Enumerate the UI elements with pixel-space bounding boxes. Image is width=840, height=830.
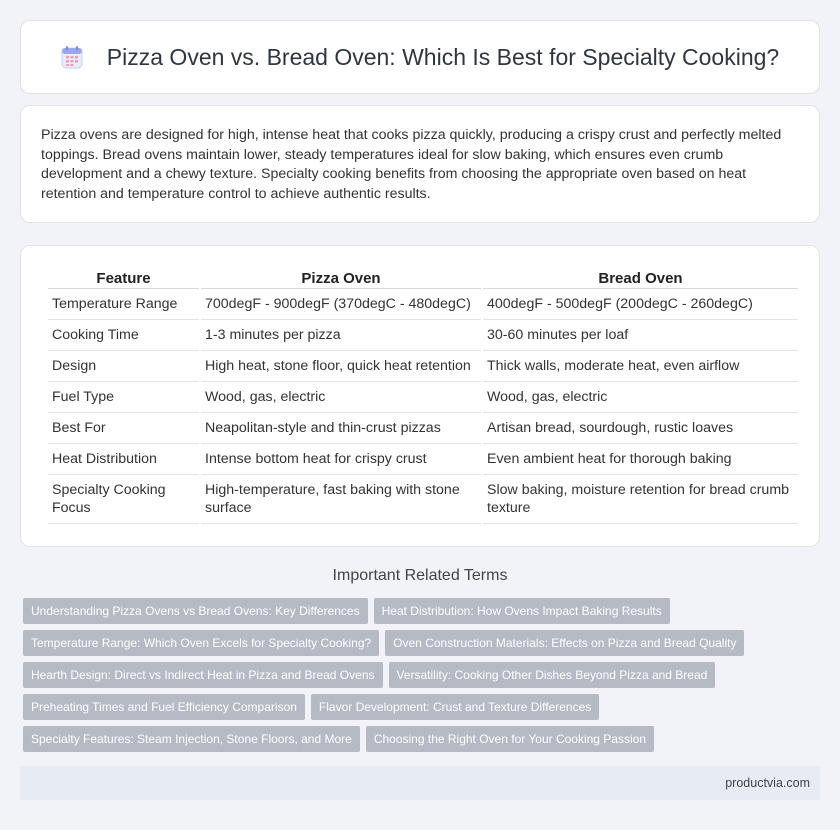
table-cell: High-temperature, fast baking with stone surface [201,475,481,524]
table-cell: Artisan bread, sourdough, rustic loaves [483,413,798,444]
intro-card [20,105,820,223]
calendar-icon [61,45,83,69]
comparison-table [46,266,800,524]
related-term-link[interactable]: Oven Construction Materials: Effects on Pizza and Bread Quality [385,630,744,656]
table-cell: Wood, gas, electric [483,382,798,413]
table-cell: Even ambient heat for thorough baking [483,444,798,475]
table-row [48,475,798,524]
table-row [48,413,798,444]
related-term-link[interactable]: Understanding Pizza Ovens vs Bread Ovens: Key Differences [23,598,368,624]
header-feature: Feature [48,266,199,289]
title-wrap [61,44,779,71]
table-cell: Temperature Range [48,289,199,320]
table-cell: High heat, stone floor, quick heat retention [201,351,481,382]
related-term-link[interactable]: Temperature Range: Which Oven Excels for Specialty Cooking? [23,630,379,656]
intro-text: Pizza ovens are designed for high, intense heat that cooks pizza quickly, producing a crispy crust and perfectly melted toppings. Bread ovens maintain lower, steady temperatures ideal for slow baking, which ensures even crumb development and a chewy texture. Specialty cooking benefits from choosing the appropriate oven based on heat retention and temperature control to achieve authentic results. [41,127,782,202]
table-cell: 400degF - 500degF (200degC - 260degC) [483,289,798,320]
tag-row [23,726,813,752]
tag-row [23,662,813,688]
related-terms-title: Important Related Terms [332,567,508,584]
related-term-link[interactable]: Versatility: Cooking Other Dishes Beyond Pizza and Bread [389,662,716,688]
table-cell: Cooking Time [48,320,199,351]
tag-row [23,694,813,720]
footer [20,766,820,800]
related-term-link[interactable]: Choosing the Right Oven for Your Cooking Passion [366,726,654,752]
related-term-link[interactable]: Hearth Design: Direct vs Indirect Heat in Pizza and Bread Ovens [23,662,383,688]
related-term-link[interactable]: Heat Distribution: How Ovens Impact Baking Results [374,598,670,624]
related-term-link[interactable]: Flavor Development: Crust and Texture Differences [311,694,599,720]
title-card [20,20,820,94]
table-cell: Wood, gas, electric [201,382,481,413]
table-cell: Specialty Cooking Focus [48,475,199,524]
table-cell: Design [48,351,199,382]
table-header-row [48,266,798,289]
table-row [48,320,798,351]
comparison-table-card [20,245,820,547]
page-title: Pizza Oven vs. Bread Oven: Which Is Best for Specialty Cooking? [106,43,780,70]
table-row [48,351,798,382]
header-bread-oven: Bread Oven [483,266,798,289]
related-term-link[interactable]: Preheating Times and Fuel Efficiency Comparison [23,694,305,720]
table-row [48,382,798,413]
table-row [48,289,798,320]
footer-brand: productvia.com [725,776,810,790]
table-cell: 700degF - 900degF (370degC - 480degC) [201,289,481,320]
table-row [48,444,798,475]
table-cell: 1-3 minutes per pizza [201,320,481,351]
table-cell: 30-60 minutes per loaf [483,320,798,351]
table-cell: Fuel Type [48,382,199,413]
table-cell: Neapolitan-style and thin-crust pizzas [201,413,481,444]
table-cell: Intense bottom heat for crispy crust [201,444,481,475]
related-term-link[interactable]: Specialty Features: Steam Injection, Stone Floors, and More [23,726,360,752]
header-pizza-oven: Pizza Oven [201,266,481,289]
table-cell: Best For [48,413,199,444]
table-cell: Slow baking, moisture retention for bread crumb texture [483,475,798,524]
table-cell: Heat Distribution [48,444,199,475]
table-cell: Thick walls, moderate heat, even airflow [483,351,798,382]
tag-row [23,598,813,624]
tag-row [23,630,813,656]
related-terms-list [23,598,813,758]
